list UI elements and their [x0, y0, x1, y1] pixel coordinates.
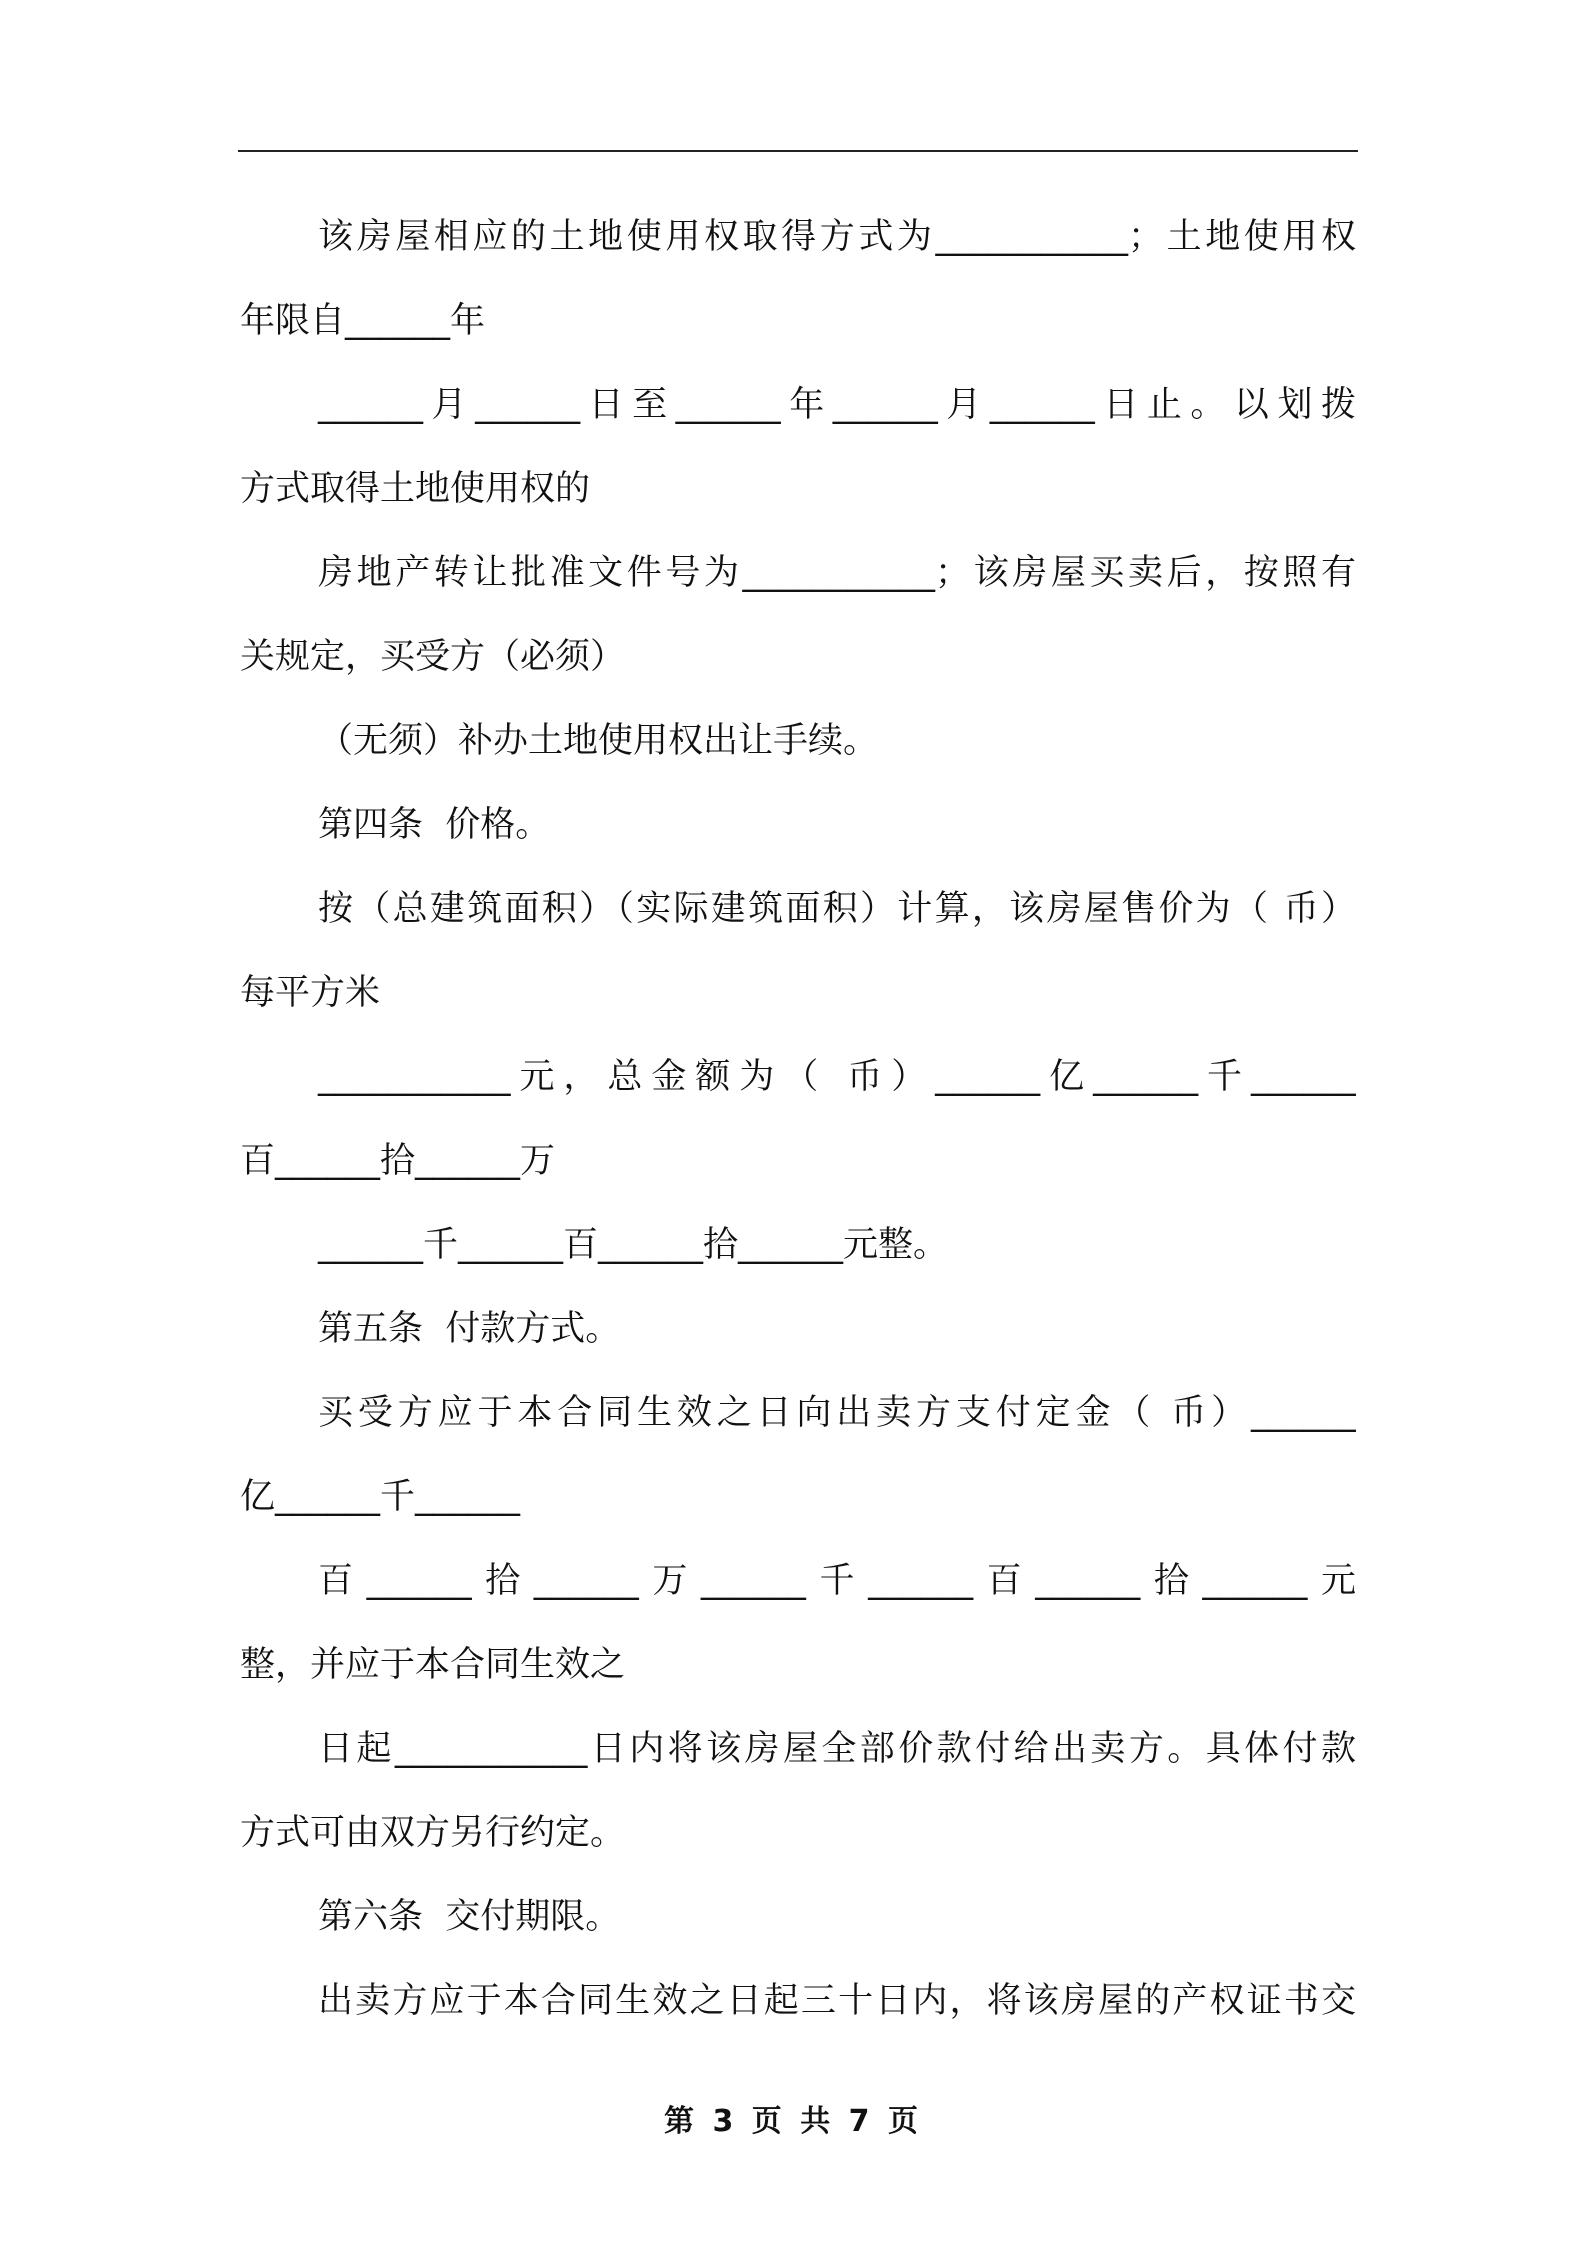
text-line: ___________元，总金额为（ 币）______亿______千______ — [318, 1057, 1356, 1097]
text-line: 房地产转让批准文件号为___________；该房屋买卖后，按照有 — [318, 553, 1356, 593]
text-line: 整，并应于本合同生效之 — [240, 1645, 626, 1685]
header-rule — [238, 150, 1358, 152]
text-line: 出卖方应于本合同生效之日起三十日内，将该房屋的产权证书交 — [318, 1981, 1356, 2021]
text-line: 按（总建筑面积）（实际建筑面积）计算，该房屋售价为（ 币） — [318, 889, 1356, 929]
text-line: 百______拾______万 — [240, 1141, 556, 1181]
page-footer: 第 3 页 共 7 页 — [664, 2104, 922, 2139]
text-line: 百______拾______万______千______百______拾______元 — [318, 1561, 1356, 1601]
text-line: ______千______百______拾______元整。 — [318, 1225, 949, 1265]
text-line: 第四条 价格。 — [318, 805, 551, 845]
text-line: 方式取得土地使用权的 — [240, 469, 591, 509]
text-line: 第五条 付款方式。 — [318, 1309, 621, 1349]
text-line: 日起___________日内将该房屋全部价款付给出卖方。具体付款 — [318, 1729, 1356, 1769]
text-line: 方式可由双方另行约定。 — [240, 1813, 626, 1853]
text-line: 第六条 交付期限。 — [318, 1897, 621, 1937]
text-line: ______月______日至______年______月______日止。以划拨 — [318, 385, 1356, 425]
contract-body — [240, 195, 1356, 2043]
text-line: （无须）补办土地使用权出让手续。 — [318, 721, 879, 761]
text-line: 该房屋相应的土地使用权取得方式为___________；土地使用权 — [318, 217, 1356, 257]
text-line: 年限自______年 — [240, 301, 486, 341]
text-line: 亿______千______ — [240, 1477, 521, 1517]
text-line: 关规定，买受方（必须） — [240, 637, 626, 677]
text-line: 每平方米 — [240, 973, 381, 1013]
text-line: 买受方应于本合同生效之日向出卖方支付定金（ 币）______ — [318, 1393, 1356, 1433]
